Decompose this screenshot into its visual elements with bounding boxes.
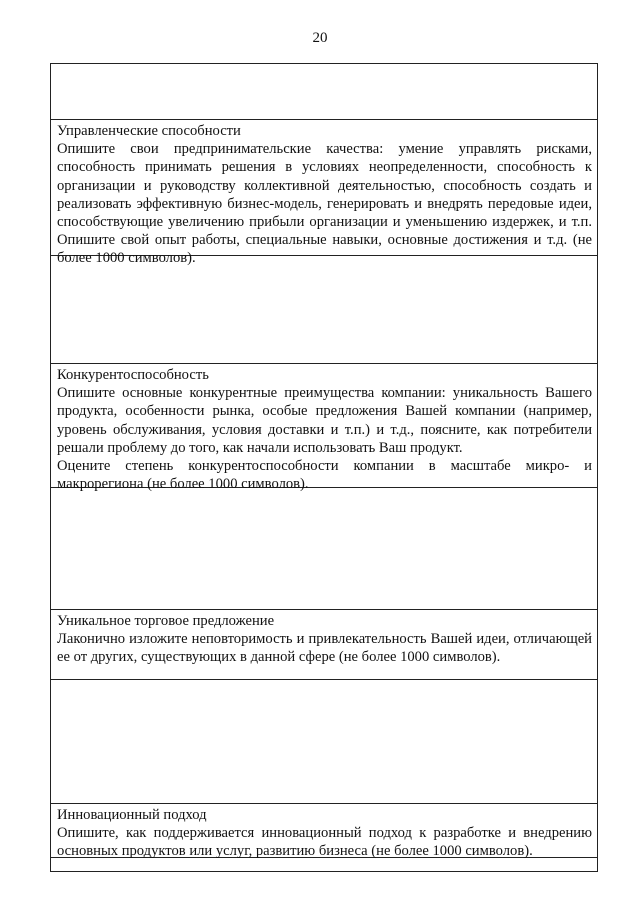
section-heading: Конкурентоспособность — [57, 367, 209, 383]
section-instructions: Лаконично изложите неповторимость и привлекательность Вашей идеи, отличающей ее от других, существующих в данной сфере (не более 1000 символов). — [57, 631, 592, 666]
answer-field-competitiveness[interactable] — [51, 488, 597, 610]
section-competitiveness — [51, 364, 597, 493]
form-table — [50, 63, 598, 872]
section-unique-selling-proposition — [51, 610, 597, 680]
answer-field-previous[interactable] — [51, 64, 597, 120]
answer-field-management-skills[interactable] — [51, 256, 597, 364]
section-innovative-approach — [51, 804, 597, 858]
answer-field-unique-selling-proposition[interactable] — [51, 680, 597, 804]
section-heading: Инновационный подход — [57, 807, 207, 823]
section-heading: Уникальное торговое предложение — [57, 613, 275, 629]
section-heading: Управленческие способности — [57, 123, 241, 139]
section-instructions: Опишите свои предпринимательские качества: умение управлять рисками, способность принимать решения в условиях неопределенности, способность к организации и руководству коллективной деятельностью, способность создать и реализовать эффективную бизнес-модель, генерировать и внедрять передовые идеи, способствующие увеличению прибыли организации и уменьшению издержек, и т.п. Опишите свой опыт работы, специальные навыки, основные достижения и т.д. (не более 1000 символов). — [57, 141, 592, 267]
section-instructions: Оцените степень конкурентоспособности компании в масштабе микро- и макрорегиона (не более 1000 символов). — [57, 458, 592, 493]
section-management-skills — [51, 120, 597, 267]
section-instructions: Опишите основные конкурентные преимущества компании: уникальность Вашего продукта, особенности рынка, особые предложения Вашей компании (например, уровень обслуживания, условия доставки и т.п.) и т.д., поясните, как потребители решали проблему до того, как начали использовать Ваш продукт. — [57, 385, 592, 456]
section-instructions: Опишите, как поддерживается инновационный подход к разработке и внедрению основных продуктов или услуг, развитию бизнеса (не более 1000 символов). — [57, 825, 592, 860]
page-number: 20 — [312, 30, 328, 46]
